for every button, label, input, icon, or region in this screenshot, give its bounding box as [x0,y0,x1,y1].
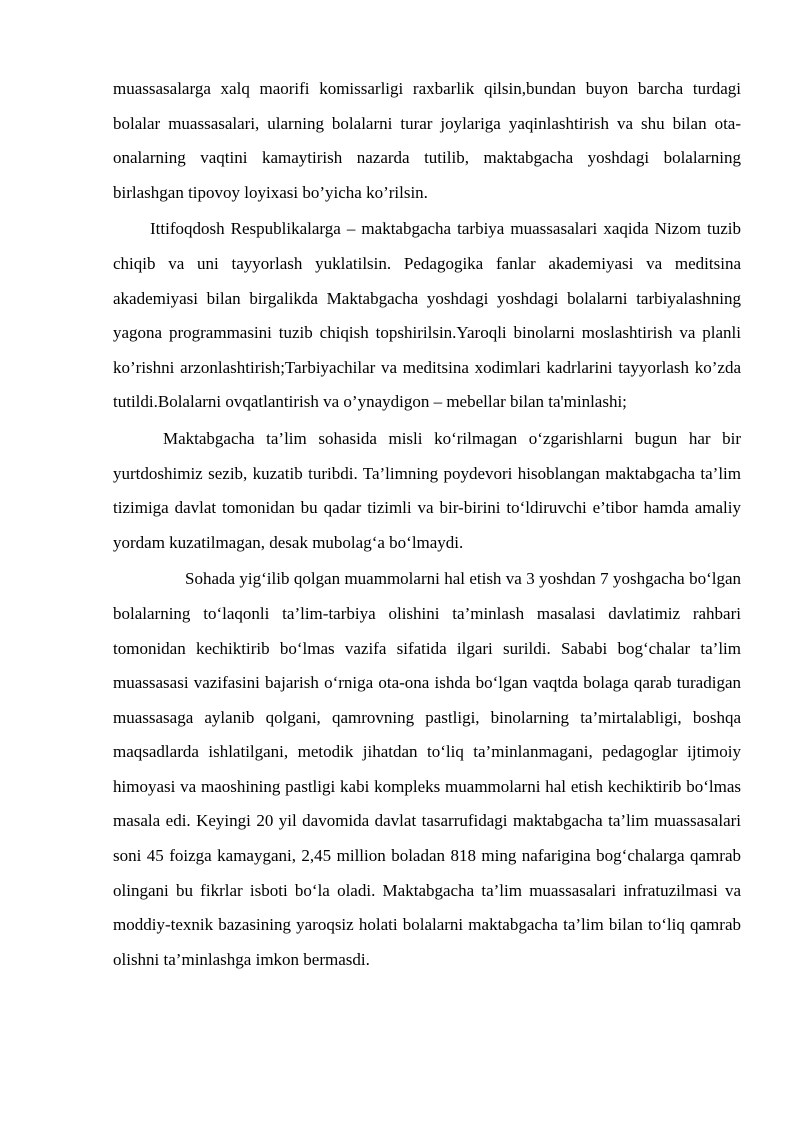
paragraph-1: muassasalarga xalq maorifi komissarligi raxbarlik qilsin,bundan buyon barcha turdagi bolalar muassasalari, ularning bolalarni turar joylariga yaqinlashtirish va shu bilan ota-onalarning vaqtini kamaytirish nazarda tutilib, maktabgacha yoshdagi bolalarning birlashgan tipovoy loyixasi bo’yicha ko’rilsin. [113,79,741,202]
paragraph-4: Sohada yig‘ilib qolgan muammolarni hal etish va 3 yoshdan 7 yoshgacha bo‘lgan bolalarning to‘laqonli ta’lim-tarbiya olishini ta’minlash masalasi davlatimiz rahbari tomonidan kechiktirib bo‘lmas vazifa sifatida ilgari surildi. Sababi bog‘chalar ta’lim muassasasi vazifasini bajarish o‘rniga ota-ona ishda bo‘lgan vaqtda bolaga qarab turadigan muassasaga aylanib qolgani, qamrovning pastligi, binolarning ta’mirtalabligi, boshqa maqsadlarda ishlatilgani, metodik jihatdan to‘liq ta’minlanmagani, pedagoglar ijtimoiy himoyasi va maoshining pastligi kabi kompleks muammolarni hal etish kechiktirib bo‘lmas masala edi. Keyingi 20 yil davomida davlat tasarrufidagi maktabgacha ta’lim muassasalari soni 45 foizga kamaygani, 2,45 million boladan 818 ming nafarigina bog‘chalarga qamrab olingani bu fikrlar isboti bo‘la oladi. Maktabgacha ta’lim muassasalari infratuzilmasi va moddiy-texnik bazasining yaroqsiz holati bolalarni maktabgacha ta’lim bilan to‘liq qamrab olishni ta’minlashga imkon bermasdi. [113,569,741,969]
paragraph-3: Maktabgacha ta’lim sohasida misli ko‘rilmagan o‘zgarishlarni bugun har bir yurtdoshimiz sezib, kuzatib turibdi. Ta’limning poydevori hisoblangan maktabgacha ta’lim tizimiga davlat tomonidan bu qadar tizimli va bir-birini to‘ldiruvchi e’tibor hamda amaliy yordam kuzatilmagan, desak mubolag‘a bo‘lmaydi. [113,428,741,552]
document-page [113,72,741,977]
paragraph-2: Ittifoqdosh Respublikalarga – maktabgacha tarbiya muassasalari xaqida Nizom tuzib chiqib va uni tayyorlash yuklatilsin. Pedagogika fanlar akademiyasi va meditsina akademiyasi bilan birgalikda Maktabgacha yoshdagi yoshdagi bolalarni tarbiyalashning yagona programmasini tuzib chiqish topshirilsin.Yaroqli binolarni moslashtirish va planli ko’rishni arzonlashtirish;Tarbiyachilar va meditsina xodimlari kadrlarini tayyorlash ko’zda tutildi.Bolalarni ovqatlantirish va o’ynaydigon – mebellar bilan ta'minlashi; [113,219,741,412]
